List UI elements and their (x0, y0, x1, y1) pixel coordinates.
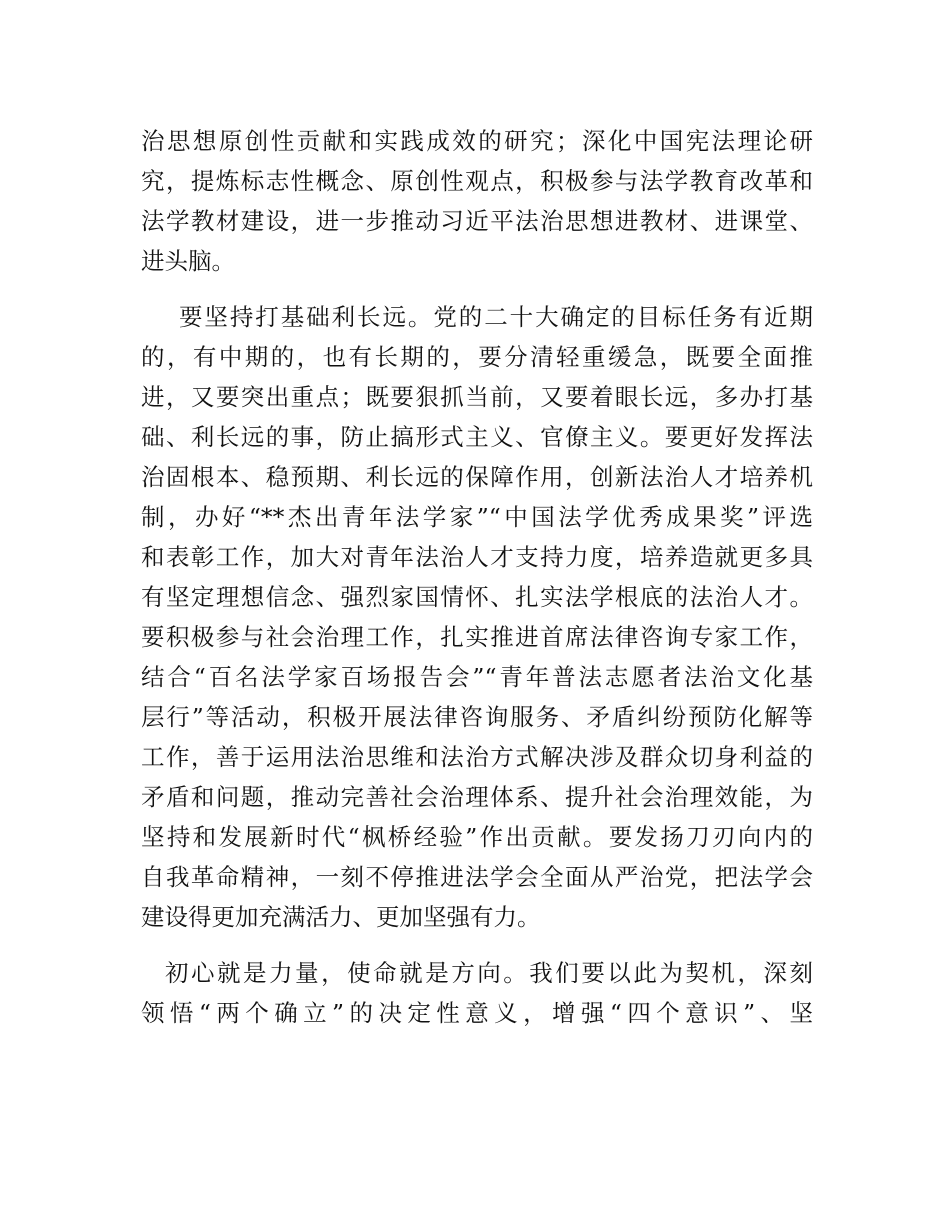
text-line: 建设得更加充满活力、更加坚强有力。 (141, 903, 541, 931)
text-line: 层行”等活动，积极开展法律咨询服务、矛盾纠纷预防化解等 (141, 703, 813, 731)
text-line: 要积极参与社会治理工作，扎实推进首席法律咨询专家工作， (141, 623, 813, 651)
paragraph-gap (141, 937, 813, 953)
text-line: 础、利长远的事，防止搞形式主义、官僚主义。要更好发挥法 (141, 423, 813, 451)
text-line: 有坚定理想信念、强烈家国情怀、扎实法学根底的法治人才。 (141, 583, 813, 611)
text-line: 要坚持打基础利长远。党的二十大确定的目标任务有近期 (179, 303, 813, 331)
text-line: 自我革命精神，一刻不停推进法学会全面从严治党，把法学会 (141, 863, 813, 891)
paragraph-gap (141, 281, 813, 297)
paragraph-1 (141, 121, 813, 281)
text-line: 治思想原创性贡献和实践成效的研究；深化中国宪法理论研 (141, 127, 813, 155)
text-line: 进，又要突出重点；既要狠抓当前，又要着眼长远，多办打基 (141, 383, 813, 411)
text-line: 坚持和发展新时代“枫桥经验”作出贡献。要发扬刀刃向内的 (141, 823, 813, 851)
text-line: 法学教材建设，进一步推动习近平法治思想进教材、进课堂、 (141, 207, 813, 235)
text-line: 制，办好“**杰出青年法学家”“中国法学优秀成果奖”评选 (141, 503, 813, 531)
text-line: 工作，善于运用法治思维和法治方式解决涉及群众切身利益的 (141, 743, 813, 771)
paragraph-3 (141, 953, 813, 1033)
text-line: 治固根本、稳预期、利长远的保障作用，创新法治人才培养机 (141, 463, 813, 491)
text-line: 进头脑。 (141, 247, 235, 275)
text-line: 结合“百名法学家百场报告会”“青年普法志愿者法治文化基 (141, 663, 813, 691)
paragraph-2 (141, 297, 813, 937)
document-body (141, 121, 813, 1033)
text-line: 初心就是力量，使命就是方向。我们要以此为契机，深刻 (165, 959, 813, 987)
text-line: 领悟“两个确立”的决定性意义，增强“四个意识”、坚 (141, 999, 813, 1027)
text-line: 矛盾和问题，推动完善社会治理体系、提升社会治理效能，为 (141, 783, 813, 811)
text-line: 的，有中期的，也有长期的，要分清轻重缓急，既要全面推 (141, 343, 813, 371)
text-line: 究，提炼标志性概念、原创性观点，积极参与法学教育改革和 (141, 167, 813, 195)
text-line: 和表彰工作，加大对青年法治人才支持力度，培养造就更多具 (141, 543, 813, 571)
